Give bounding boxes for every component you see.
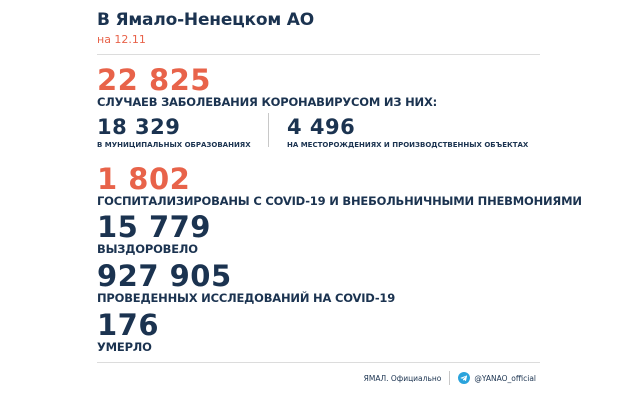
telegram-handle: @YANAO_official	[474, 373, 536, 383]
bottom-rule	[97, 362, 540, 363]
page-title: В Ямало-Ненецком АО	[97, 10, 314, 30]
hospitalized-value: 1 802	[97, 162, 191, 196]
municipal-label: В МУНИЦИПАЛЬНЫХ ОБРАЗОВАНИЯХ	[97, 141, 251, 149]
stat-recovered	[97, 210, 211, 256]
recovered-value: 15 779	[97, 210, 211, 244]
footer-separator	[449, 371, 450, 385]
footer	[364, 371, 536, 385]
municipal-value: 18 329	[97, 115, 181, 139]
header	[97, 10, 314, 46]
stat-hospitalized	[97, 162, 582, 208]
telegram-link[interactable]	[458, 372, 536, 384]
deaths-value: 176	[97, 308, 160, 342]
fields-value: 4 496	[287, 115, 356, 139]
tests-value: 927 905	[97, 259, 232, 293]
fields-label: НА МЕСТОРОЖДЕНИЯХ И ПРОИЗВОДСТВЕННЫХ ОБЪЕКТАХ	[287, 141, 529, 149]
report-date: на 12.11	[97, 33, 146, 46]
tests-label: ПРОВЕДЕННЫХ ИССЛЕДОВАНИЙ НА COVID-19	[97, 291, 396, 305]
stat-municipal	[97, 117, 251, 149]
cases-value: 22 825	[97, 63, 211, 97]
recovered-label: ВЫЗДОРОВЕЛО	[97, 242, 198, 256]
stat-deaths	[97, 308, 160, 354]
column-divider	[268, 113, 269, 147]
telegram-icon	[458, 372, 470, 384]
hospitalized-label: ГОСПИТАЛИЗИРОВАНЫ С COVID-19 И ВНЕБОЛЬНИЧНЫМИ ПНЕВМОНИЯМИ	[97, 194, 582, 208]
stat-tests	[97, 259, 396, 305]
deaths-label: УМЕРЛО	[97, 340, 152, 354]
stat-cases	[97, 63, 438, 109]
footer-brand: ЯМАЛ. Официально	[363, 373, 442, 383]
cases-label: СЛУЧАЕВ ЗАБОЛЕВАНИЯ КОРОНАВИРУСОМ ИЗ НИХ:	[97, 95, 438, 109]
stat-fields	[287, 117, 528, 149]
top-rule	[97, 54, 540, 55]
